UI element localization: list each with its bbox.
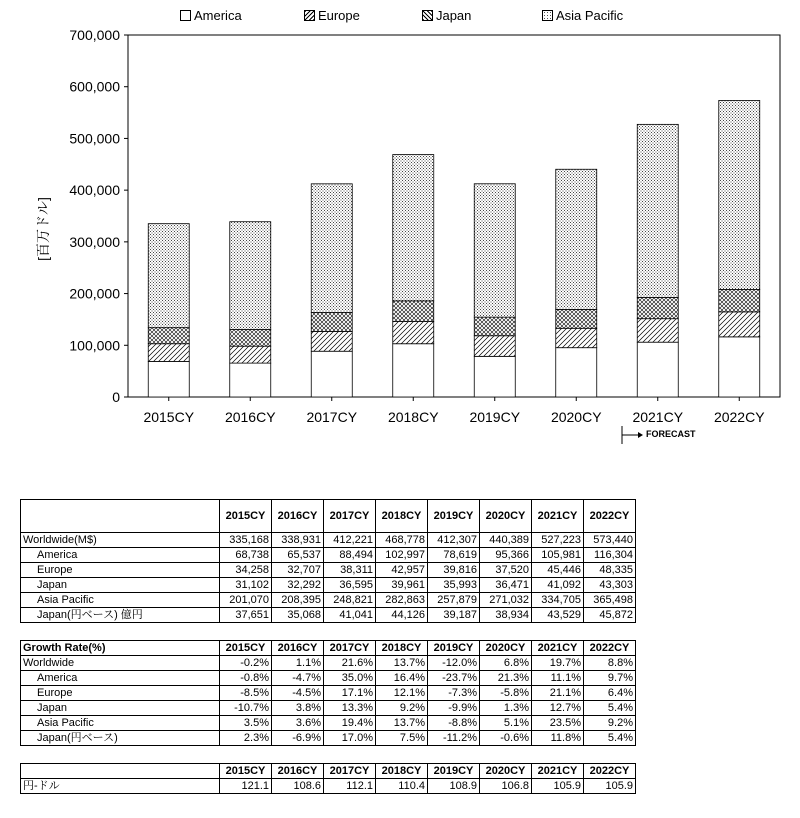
year-header: 2017CY [324,641,376,656]
table-row [21,716,636,731]
table-cell: 11.8% [532,731,584,746]
table-cell: 412,307 [428,533,480,548]
table-row [21,731,636,746]
plot-area [69,27,780,425]
row-label: Japan(円ベース) [21,731,220,746]
legend-swatch-asia-pacific [542,10,553,21]
legend-label-japan: Japan [435,7,472,23]
table-cell: 23.5% [532,716,584,731]
table-cell: 5.4% [584,731,636,746]
chart-legend [180,6,660,24]
market-size-table [20,499,636,623]
row-label: Europe [21,563,220,578]
table-cell: 42,957 [376,563,428,578]
table-cell: 16.4% [376,671,428,686]
table-cell: -0.8% [220,671,272,686]
x-tick-label: 2021CY [632,409,684,425]
row-label: Japan(円ベース) 億円 [21,608,220,623]
table-cell: -10.7% [220,701,272,716]
table-row [21,671,636,686]
row-label: Asia Pacific [21,593,220,608]
table-cell: 36,595 [324,578,376,593]
table-header-row [21,641,636,656]
bar-segment-japan [637,297,678,318]
table-cell: 35,068 [272,608,324,623]
table-cell: 41,041 [324,608,376,623]
table-cell: 39,187 [428,608,480,623]
year-header: 2017CY [324,764,376,779]
table-cell: 39,961 [376,578,428,593]
bar-segment-america [719,337,760,397]
table-cell: 34,258 [220,563,272,578]
table-cell: 44,126 [376,608,428,623]
bar-segment-europe [148,344,189,362]
year-header: 2021CY [532,500,584,533]
table-cell: 78,619 [428,548,480,563]
table-cell: 334,705 [532,593,584,608]
table-cell: 48,335 [584,563,636,578]
table-cell: 8.8% [584,656,636,671]
bar-segment-america [556,348,597,397]
table-cell: 108.9 [428,779,480,794]
table-row [21,548,636,563]
bar-segment-europe [719,312,760,337]
bar-segment-japan [311,312,352,331]
table-cell: 248,821 [324,593,376,608]
x-tick-label: 2020CY [550,409,602,425]
y-tick-label: 100,000 [69,337,120,354]
table-cell: 88,494 [324,548,376,563]
table-title-cell [21,764,220,779]
year-header: 2018CY [376,641,428,656]
table-cell: 1.1% [272,656,324,671]
table-cell: 282,863 [376,593,428,608]
row-label: Europe [21,686,220,701]
table-cell: 43,529 [532,608,584,623]
table-cell: 2.3% [220,731,272,746]
y-tick-label: 500,000 [69,130,120,147]
year-header: 2019CY [428,641,480,656]
year-header: 2020CY [480,500,532,533]
year-header: 2015CY [220,764,272,779]
table-cell: 21.1% [532,686,584,701]
table-cell: 9.2% [376,701,428,716]
table-header-row [21,764,636,779]
bar-segment-america [148,361,189,397]
table-cell: 17.0% [324,731,376,746]
table-row [21,578,636,593]
bar-segment-asia-pacific [474,184,515,317]
table-cell: -23.7% [428,671,480,686]
y-tick-label: 700,000 [69,27,120,43]
growth-rate-table [20,640,636,746]
table-cell: 6.4% [584,686,636,701]
table-cell: -4.5% [272,686,324,701]
bar-segment-europe [311,331,352,351]
x-tick-label: 2022CY [713,409,765,425]
plot-frame [128,35,780,397]
data-tables [20,499,636,811]
year-header: 2016CY [272,641,324,656]
table-header-row [21,500,636,533]
row-label: Japan [21,578,220,593]
table-cell: 3.5% [220,716,272,731]
legend-item-asia-pacific [542,6,660,24]
legend-swatch-europe [304,10,315,21]
table-cell: 45,872 [584,608,636,623]
table-row [21,701,636,716]
table-cell: -11.2% [428,731,480,746]
table-cell: 7.5% [376,731,428,746]
table-cell: 271,032 [480,593,532,608]
row-label: America [21,671,220,686]
table-cell: 21.3% [480,671,532,686]
table-row [21,608,636,623]
table-cell: -4.7% [272,671,324,686]
table-row [21,593,636,608]
bar-segment-america [230,363,271,397]
legend-label-america: America [194,7,242,23]
table-cell: 17.1% [324,686,376,701]
table-cell: -6.9% [272,731,324,746]
table-cell: 13.7% [376,656,428,671]
table-cell: 5.4% [584,701,636,716]
bar-segment-america [474,356,515,397]
year-header: 2021CY [532,641,584,656]
legend-swatch-america [180,10,191,21]
table-cell: 112.1 [324,779,376,794]
table-cell: -8.8% [428,716,480,731]
bar-segment-asia-pacific [148,224,189,328]
table-cell: 38,934 [480,608,532,623]
table-cell: 35,993 [428,578,480,593]
table-row [21,533,636,548]
table-cell: 3.8% [272,701,324,716]
year-header: 2022CY [584,764,636,779]
table-cell: 257,879 [428,593,480,608]
year-header: 2021CY [532,764,584,779]
bar-segment-america [393,344,434,397]
table-cell: -0.2% [220,656,272,671]
bar-segment-europe [556,328,597,347]
table-cell: 31,102 [220,578,272,593]
bar-segment-asia-pacific [311,184,352,313]
table-cell: 365,498 [584,593,636,608]
bar-segment-asia-pacific [393,155,434,301]
year-header: 2015CY [220,500,272,533]
bar-segment-japan [474,317,515,336]
y-tick-label: 200,000 [69,285,120,302]
year-header: 2015CY [220,641,272,656]
table-cell: 6.8% [480,656,532,671]
table-cell: 41,092 [532,578,584,593]
year-header: 2016CY [272,500,324,533]
table-cell: 95,366 [480,548,532,563]
forecast-label: FORECAST [646,429,696,439]
table-cell: 110.4 [376,779,428,794]
year-header: 2022CY [584,500,636,533]
table-row [21,656,636,671]
table-cell: -7.3% [428,686,480,701]
table-cell: 468,778 [376,533,428,548]
table-cell: 106.8 [480,779,532,794]
table-cell: 9.2% [584,716,636,731]
bar-segment-america [311,351,352,397]
table-cell: 39,816 [428,563,480,578]
year-header: 2020CY [480,641,532,656]
table-cell: 65,537 [272,548,324,563]
bar-segment-japan [230,329,271,346]
y-tick-label: 600,000 [69,78,120,95]
table-row [21,779,636,794]
x-tick-label: 2019CY [469,409,521,425]
row-label: 円-ドル [21,779,220,794]
table-cell: 412,221 [324,533,376,548]
table-cell: 3.6% [272,716,324,731]
table-cell: 19.4% [324,716,376,731]
bar-segment-europe [393,322,434,344]
table-cell: 13.7% [376,716,428,731]
bar-segment-asia-pacific [637,124,678,297]
table-cell: 11.1% [532,671,584,686]
bar-segment-japan [148,328,189,344]
table-cell: 102,997 [376,548,428,563]
table-cell: 105.9 [584,779,636,794]
bar-segment-japan [393,301,434,322]
y-tick-label: 400,000 [69,182,120,199]
table-cell: -0.6% [480,731,532,746]
legend-item-america [180,6,304,24]
table-cell: 37,520 [480,563,532,578]
legend-label-europe: Europe [317,7,360,23]
table-row [21,686,636,701]
year-header: 2018CY [376,500,428,533]
row-label: America [21,548,220,563]
legend-item-europe [304,6,422,24]
table-cell: 116,304 [584,548,636,563]
table-cell: 68,738 [220,548,272,563]
table-cell: -9.9% [428,701,480,716]
table-title-cell [21,500,220,533]
table-row [21,563,636,578]
table-cell: 1.3% [480,701,532,716]
y-tick-label: 300,000 [69,233,120,250]
table-cell: 13.3% [324,701,376,716]
table-cell: -12.0% [428,656,480,671]
exchange-rate-table [20,763,636,794]
y-tick-label: 0 [112,389,120,405]
table-cell: 19.7% [532,656,584,671]
table-cell: 108.6 [272,779,324,794]
table-cell: 38,311 [324,563,376,578]
table-cell: 12.1% [376,686,428,701]
year-header: 2018CY [376,764,428,779]
table-cell: 338,931 [272,533,324,548]
year-header: 2020CY [480,764,532,779]
bar-segment-america [637,342,678,397]
table-cell: 440,389 [480,533,532,548]
year-header: 2019CY [428,500,480,533]
x-tick-label: 2016CY [224,409,276,425]
table-cell: 573,440 [584,533,636,548]
table-cell: 21.6% [324,656,376,671]
table-cell: -8.5% [220,686,272,701]
table-cell: 45,446 [532,563,584,578]
legend-label-asia-pacific: Asia Pacific [555,7,624,23]
year-header: 2019CY [428,764,480,779]
table-cell: 335,168 [220,533,272,548]
table-cell: 201,070 [220,593,272,608]
x-tick-label: 2015CY [143,409,195,425]
year-header: 2017CY [324,500,376,533]
table-cell: 35.0% [324,671,376,686]
bar-segment-europe [637,319,678,343]
table-cell: 105,981 [532,548,584,563]
bar-segment-europe [474,336,515,357]
table-cell: 527,223 [532,533,584,548]
year-header: 2016CY [272,764,324,779]
bar-segment-asia-pacific [719,100,760,289]
table-title-cell: Growth Rate(%) [21,641,220,656]
table-cell: 105.9 [532,779,584,794]
table-cell: 32,707 [272,563,324,578]
y-axis-label: [百万ドル] [35,197,51,261]
table-cell: -5.8% [480,686,532,701]
row-label: Japan [21,701,220,716]
table-cell: 36,471 [480,578,532,593]
legend-swatch-japan [422,10,433,21]
bar-segment-japan [719,289,760,311]
row-label: Worldwide [21,656,220,671]
table-cell: 121.1 [220,779,272,794]
table-cell: 208,395 [272,593,324,608]
table-cell: 12.7% [532,701,584,716]
table-cell: 37,651 [220,608,272,623]
table-cell: 43,303 [584,578,636,593]
row-label: Asia Pacific [21,716,220,731]
bar-segment-asia-pacific [230,222,271,330]
bar-segment-asia-pacific [556,169,597,309]
legend-item-japan [422,6,542,24]
table-cell: 5.1% [480,716,532,731]
year-header: 2022CY [584,641,636,656]
x-tick-label: 2017CY [306,409,358,425]
bar-segment-europe [230,346,271,363]
table-cell: 32,292 [272,578,324,593]
x-tick-label: 2018CY [387,409,439,425]
table-cell: 9.7% [584,671,636,686]
bar-segment-japan [556,309,597,328]
row-label: Worldwide(M$) [21,533,220,548]
